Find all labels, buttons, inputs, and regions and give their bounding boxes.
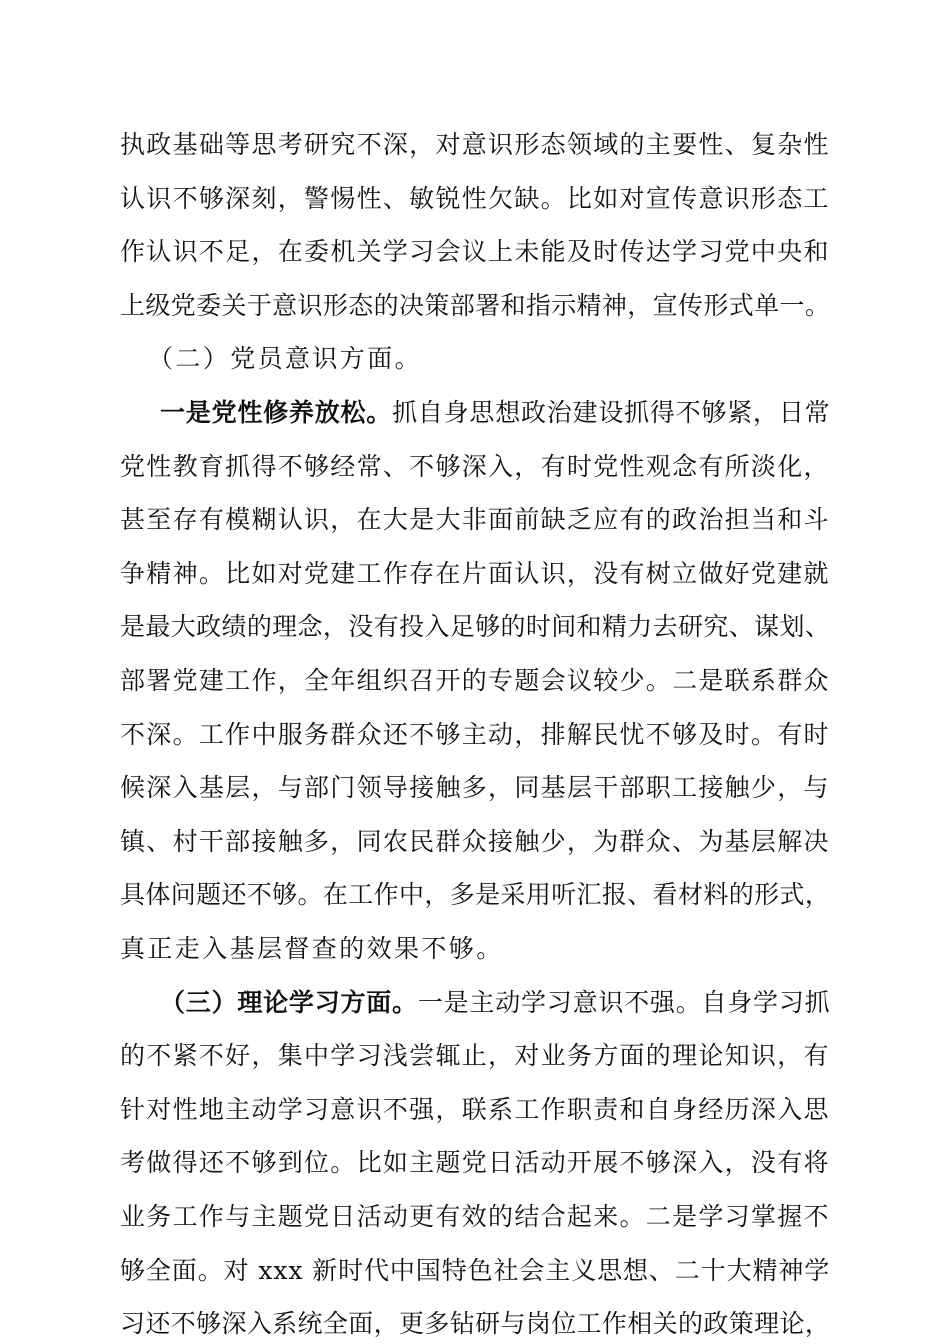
text-line: 一是党性修养放松。抓自身思想政治建设抓得不够紧，日常 xyxy=(160,398,831,427)
section-heading: （二）党员意识方面。 xyxy=(148,344,423,374)
text-line: 认识不够深刻，警惕性、敏锐性欠缺。比如对宣传意识形态工 xyxy=(120,183,830,213)
section-heading: （三）理论学习方面。 xyxy=(160,987,418,1017)
text-line: 够全面。对 xxx 新时代中国特色社会主义思想、二十大精神学 xyxy=(120,1255,831,1285)
subpoint-heading: 一是党性修养放松。 xyxy=(160,398,393,427)
text-line: 上级党委关于意识形态的决策部署和指示精神，宣传形式单一。 xyxy=(120,290,831,320)
text-line: （三）理论学习方面。一是主动学习意识不强。自身学习抓 xyxy=(160,987,831,1017)
text-line: 镇、村干部接触多，同农民群众接触少，为群众、为基层解决 xyxy=(120,826,830,856)
text-line: 候深入基层，与部门领导接触多，同基层干部职工接触少，与 xyxy=(120,773,830,803)
text-line: 针对性地主动学习意识不强，联系工作职责和自身经历深入思 xyxy=(120,1094,830,1124)
text-line: 争精神。比如对党建工作存在片面认识，没有树立做好党建就 xyxy=(120,558,830,588)
text-line: 党性教育抓得不够经常、不够深入，有时党性观念有所淡化， xyxy=(120,451,830,481)
text-line: 不深。工作中服务群众还不够主动，排解民忧不够及时。有时 xyxy=(120,719,830,749)
text-line: 执政基础等思考研究不深，对意识形态领域的主要性、复杂性 xyxy=(120,130,830,159)
text-line: 是最大政绩的理念，没有投入足够的时间和精力去研究、谋划、 xyxy=(120,612,831,642)
text-line: 的不紧不好，集中学习浅尝辄止，对业务方面的理论知识，有 xyxy=(120,1041,830,1071)
text-line: 部署党建工作，全年组织召开的专题会议较少。二是联系群众 xyxy=(120,666,830,695)
text-line: 具体问题还不够。在工作中，多是采用听汇报、看材料的形式， xyxy=(120,880,831,910)
text-line: 考做得还不够到位。比如主题党日活动开展不够深入，没有将 xyxy=(120,1148,830,1178)
text-line: 真正走入基层督查的效果不够。 xyxy=(120,934,504,963)
text-line: 甚至存有模糊认识，在大是大非面前缺乏应有的政治担当和斗 xyxy=(120,505,830,535)
text-line: 业务工作与主题党日活动更有效的结合起来。二是学习掌握不 xyxy=(120,1202,830,1231)
text-line: 习还不够深入系统全面，更多钻研与岗位工作相关的政策理论， xyxy=(120,1309,831,1339)
text-line: 作认识不足，在委机关学习会议上未能及时传达学习党中央和 xyxy=(120,237,830,267)
